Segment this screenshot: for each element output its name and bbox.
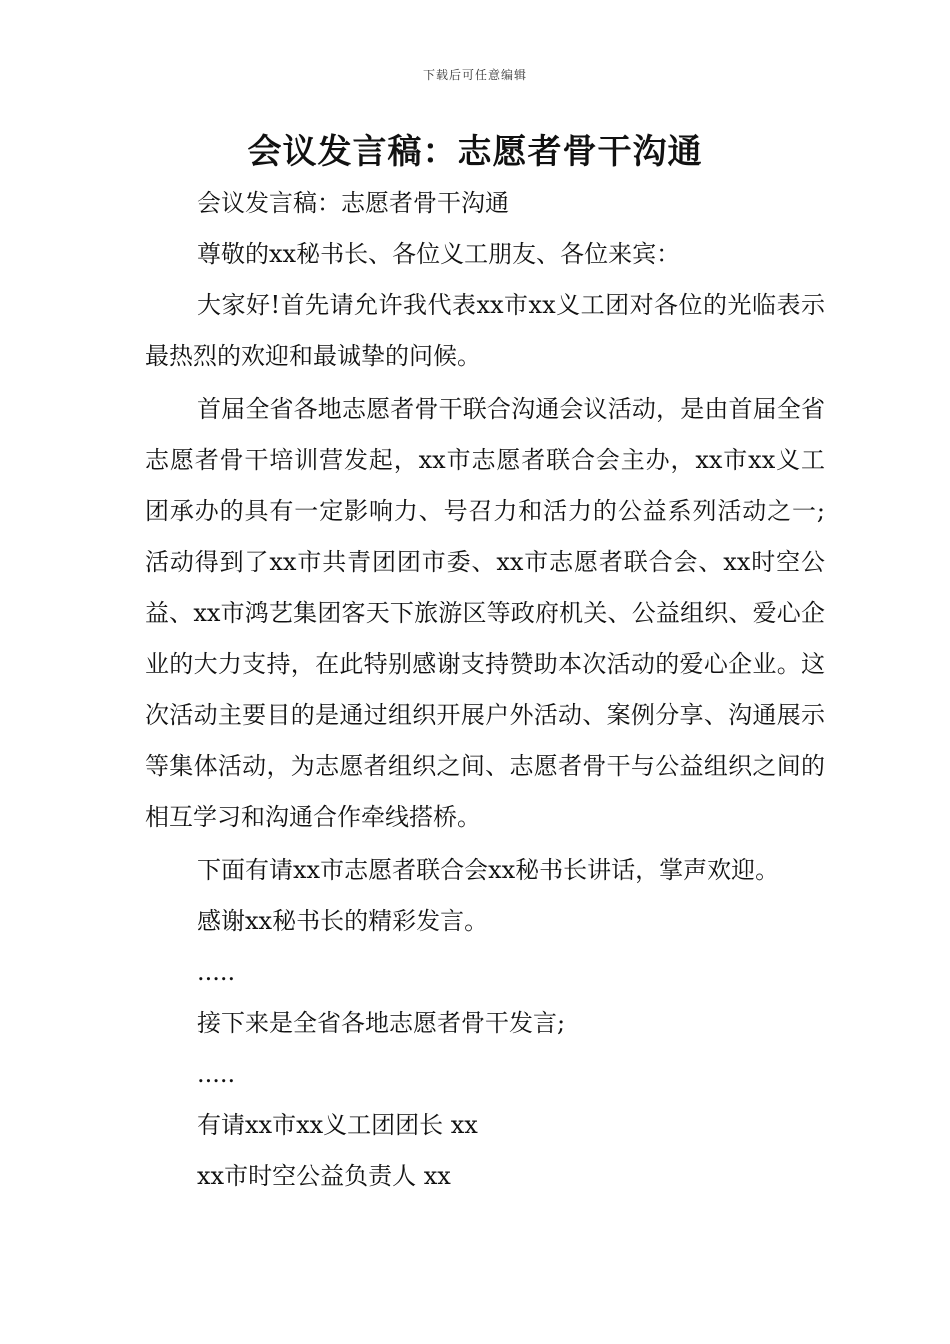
paragraph-salutation: 尊敬的xx秘书长、各位义工朋友、各位来宾：	[197, 240, 681, 268]
paragraph-thanks: 感谢xx秘书长的精彩发言。	[197, 907, 489, 935]
document-title: 会议发言稿：志愿者骨干沟通	[247, 132, 703, 172]
paragraph-ellipsis: .....	[197, 958, 236, 986]
paragraph-subtitle: 会议发言稿：志愿者骨干沟通	[197, 189, 509, 217]
header-note: 下载后可任意编辑	[422, 68, 527, 82]
paragraph-ellipsis: .....	[197, 1060, 236, 1088]
paragraph-speaker-2: xx市时空公益负责人 xx	[197, 1162, 451, 1190]
paragraph-greeting: 大家好!首先请允许我代表xx市xx义工团对各位的光临表示最热烈的欢迎和最诚挚的问候。	[145, 291, 825, 370]
paragraph-next-speakers: 接下来是全省各地志愿者骨干发言;	[197, 1009, 566, 1037]
paragraph-invite-speaker: 下面有请xx市志愿者联合会xx秘书长讲话，掌声欢迎。	[197, 856, 780, 884]
paragraph-speaker-1: 有请xx市xx义工团团长 xx	[197, 1111, 478, 1139]
paragraph-introduction: 首届全省各地志愿者骨干联合沟通会议活动，是由首届全省志愿者骨干培训营发起，xx市志愿者联合会主办，xx市xx义工团承办的具有一定影响力、号召力和活力的公益系列活动之一;活动得到了xx市共青团团市委、xx市志愿者联合会、xx时空公益、xx市鸿艺集团客天下旅游区等政府机关、公益组织、爱心企业的大力支持，在此特别感谢支持赞助本次活动的爱心企业。这次活动主要目的是通过组织开展户外活动、案例分享、沟通展示等集体活动，为志愿者组织之间、志愿者骨干与公益组织之间的相互学习和沟通合作牵线搭桥。	[145, 395, 825, 831]
document-body	[145, 178, 825, 1202]
